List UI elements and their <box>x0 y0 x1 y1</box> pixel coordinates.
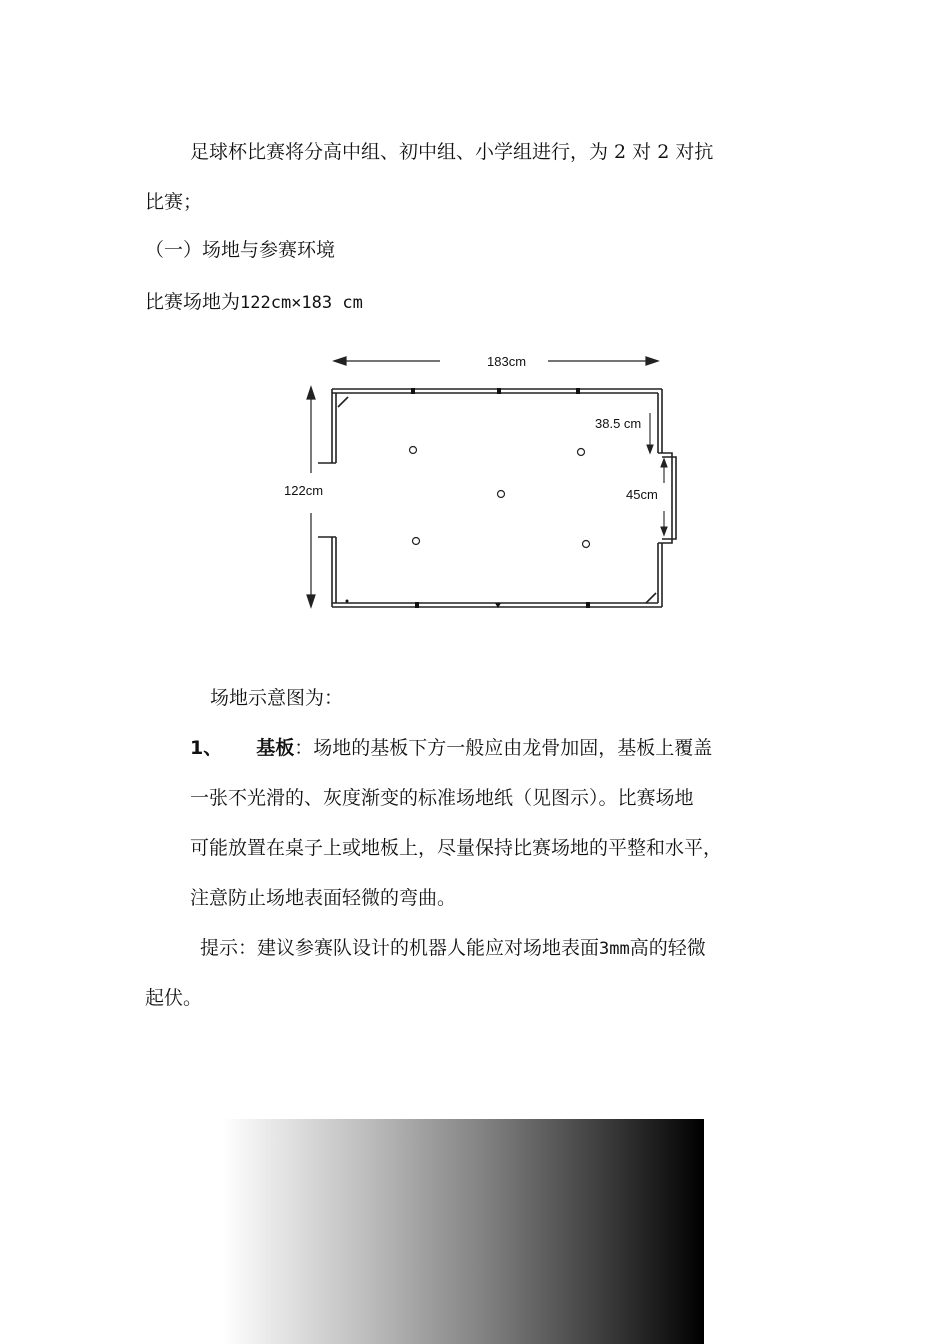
field-spots <box>410 447 590 548</box>
intro-line-2: 比赛； <box>145 191 203 213</box>
wall-markers <box>346 388 591 608</box>
item-1-line-1 <box>190 736 712 760</box>
goal-dimension-arrow <box>661 459 667 535</box>
item-1-line-3: 可能放置在桌子上或地板上，尽量保持比赛场地的平整和水平， <box>190 837 723 859</box>
diagram-caption: 场地示意图为： <box>210 687 344 709</box>
item-1-text: ：场地的基板下方一般应由龙骨加固，基板上覆盖 <box>294 737 713 759</box>
section-heading: （一）场地与参赛环境 <box>145 239 336 261</box>
offset-label: 38.5 cm <box>595 416 642 431</box>
height-label: 122cm <box>284 483 324 498</box>
width-label: 183cm <box>487 354 527 369</box>
item-1-title: 基板 <box>256 737 295 759</box>
tip-line-1 <box>200 936 706 961</box>
item-1-line-2: 一张不光滑的、灰度渐变的标准场地纸（见图示）。比赛场地 <box>190 787 694 809</box>
field-size-text <box>145 290 363 315</box>
tip-text-b: 3mm <box>599 939 630 959</box>
field-size-prefix: 比赛场地为 <box>145 291 241 313</box>
tip-text-a: 提示：建议参赛队设计的机器人能应对场地表面 <box>200 937 600 959</box>
field-diagram <box>270 345 690 625</box>
item-1-number: 1、 <box>190 737 223 759</box>
grayscale-gradient-strip <box>222 1119 704 1344</box>
field-size-value: 122cm×183 cm <box>240 293 363 313</box>
offset-dimension-arrow <box>647 413 653 453</box>
goal-label: 45cm <box>626 487 658 502</box>
tip-line-2: 起伏。 <box>145 987 203 1009</box>
tip-text-c: 高的轻微 <box>629 937 706 959</box>
item-1-line-4: 注意防止场地表面轻微的弯曲。 <box>190 887 457 909</box>
intro-line-1: 足球杯比赛将分高中组、初中组、小学组进行，为 2 对 2 对抗 <box>190 141 714 163</box>
